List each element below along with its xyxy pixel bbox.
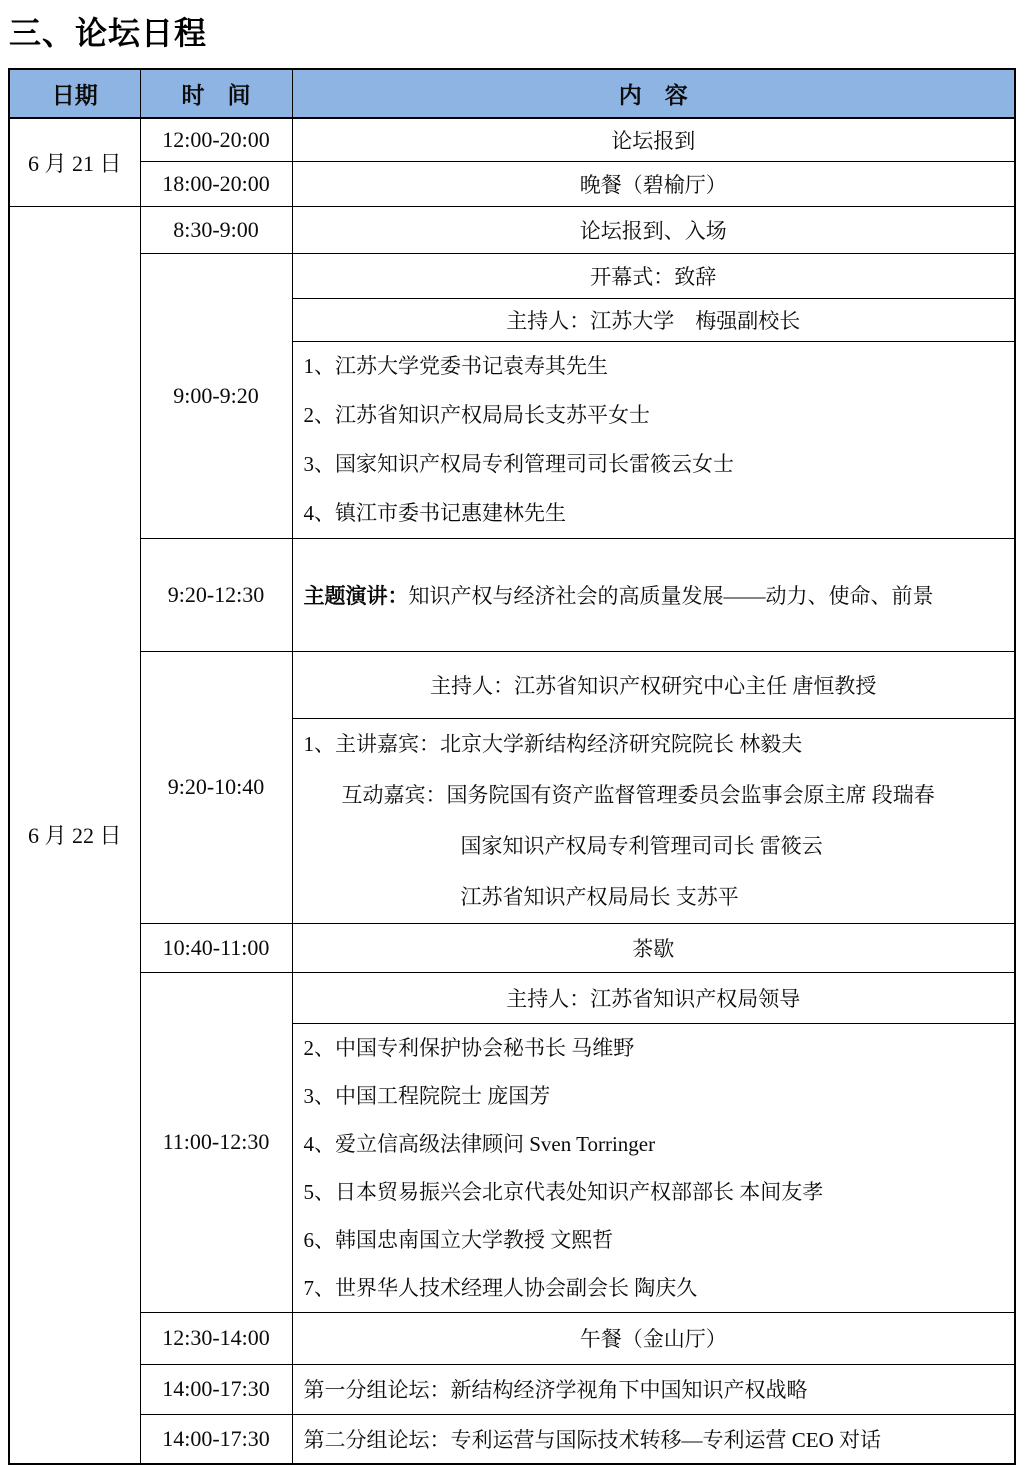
- list-item: 6、韩国忠南国立大学教授 文熙哲: [303, 1227, 614, 1252]
- table-row: [9, 1414, 1015, 1464]
- table-row: [9, 161, 1015, 206]
- content-cell-speaker-list: [292, 341, 1015, 538]
- list-item: 国家知识产权局专利管理司司长 雷筱云: [460, 833, 823, 858]
- content-cell-opening: 开幕式：致辞: [292, 253, 1015, 298]
- content-cell: 茶歇: [292, 923, 1015, 972]
- list-item: 2、中国专利保护协会秘书长 马维野: [303, 1035, 635, 1060]
- list-item: 互动嘉宾：国务院国有资产监督管理委员会监事会原主席 段瑞春: [341, 782, 935, 807]
- content-cell-breakout2: 第二分组论坛：专利运营与国际技术转移—专利运营 CEO 对话: [292, 1414, 1015, 1464]
- content-cell-host: 主持人：江苏大学 梅强副校长: [292, 298, 1015, 341]
- list-item: 1、主讲嘉宾：北京大学新结构经济研究院院长 林毅夫: [303, 731, 803, 756]
- keynote-topic: 知识产权与经济社会的高质量发展——动力、使命、前景: [408, 583, 934, 608]
- time-cell: 9:20-12:30: [140, 538, 292, 651]
- time-cell: 14:00-17:30: [140, 1414, 292, 1464]
- keynote-label: 主题演讲：: [303, 583, 409, 608]
- content-cell-host: 主持人：江苏省知识产权局领导: [292, 972, 1015, 1023]
- list-item: 7、世界华人技术经理人协会副会长 陶庆久: [303, 1275, 698, 1300]
- list-item: 3、国家知识产权局专利管理司司长雷筱云女士: [303, 451, 734, 476]
- table-row: [9, 972, 1015, 1023]
- list-item: 5、日本贸易振兴会北京代表处知识产权部部长 本间友孝: [303, 1179, 824, 1204]
- list-item: 4、爱立信高级法律顾问 Sven Torringer: [303, 1131, 656, 1156]
- content-cell-speaker-list: [292, 1023, 1015, 1312]
- time-cell: 8:30-9:00: [140, 206, 292, 253]
- table-row: [9, 1364, 1015, 1414]
- table-row: [9, 1312, 1015, 1364]
- time-cell: 9:20-10:40: [140, 651, 292, 923]
- page-title: 三、论坛日程: [9, 15, 208, 51]
- header-time: 时 间: [140, 69, 292, 118]
- table-row: [9, 651, 1015, 718]
- table-row: [9, 118, 1015, 161]
- header-content: 内 容: [292, 69, 1015, 118]
- content-cell: 晚餐（碧榆厅）: [292, 161, 1015, 206]
- list-item: 3、中国工程院院士 庞国芳: [303, 1083, 551, 1108]
- schedule-table: [8, 68, 1016, 1465]
- content-cell-guest-list: [292, 718, 1015, 923]
- table-row: [9, 538, 1015, 651]
- time-cell: 18:00-20:00: [140, 161, 292, 206]
- list-item: 4、镇江市委书记惠建林先生: [303, 500, 566, 525]
- list-item: 1、江苏大学党委书记袁寿其先生: [303, 353, 608, 378]
- time-cell: 9:00-9:20: [140, 253, 292, 538]
- content-cell-keynote: [292, 538, 1015, 651]
- header-row: [9, 69, 1015, 118]
- time-cell: 12:30-14:00: [140, 1312, 292, 1364]
- time-cell: 14:00-17:30: [140, 1364, 292, 1414]
- content-cell: 午餐（金山厅）: [292, 1312, 1015, 1364]
- table-row: [9, 253, 1015, 298]
- time-cell: 11:00-12:30: [140, 972, 292, 1312]
- list-item: 江苏省知识产权局局长 支苏平: [460, 884, 739, 909]
- content-cell-host: 主持人：江苏省知识产权研究中心主任 唐恒教授: [292, 651, 1015, 718]
- content-cell: 论坛报到、入场: [292, 206, 1015, 253]
- content-cell-breakout1: 第一分组论坛：新结构经济学视角下中国知识产权战略: [292, 1364, 1015, 1414]
- date-cell-jun22: 6 月 22 日: [9, 206, 140, 1464]
- table-row: [9, 206, 1015, 253]
- header-date: 日期: [9, 69, 140, 118]
- table-row: [9, 923, 1015, 972]
- time-cell: 12:00-20:00: [140, 118, 292, 161]
- list-item: 2、江苏省知识产权局局长支苏平女士: [303, 402, 650, 427]
- content-cell: 论坛报到: [292, 118, 1015, 161]
- time-cell: 10:40-11:00: [140, 923, 292, 972]
- date-cell-jun21: 6 月 21 日: [9, 118, 140, 206]
